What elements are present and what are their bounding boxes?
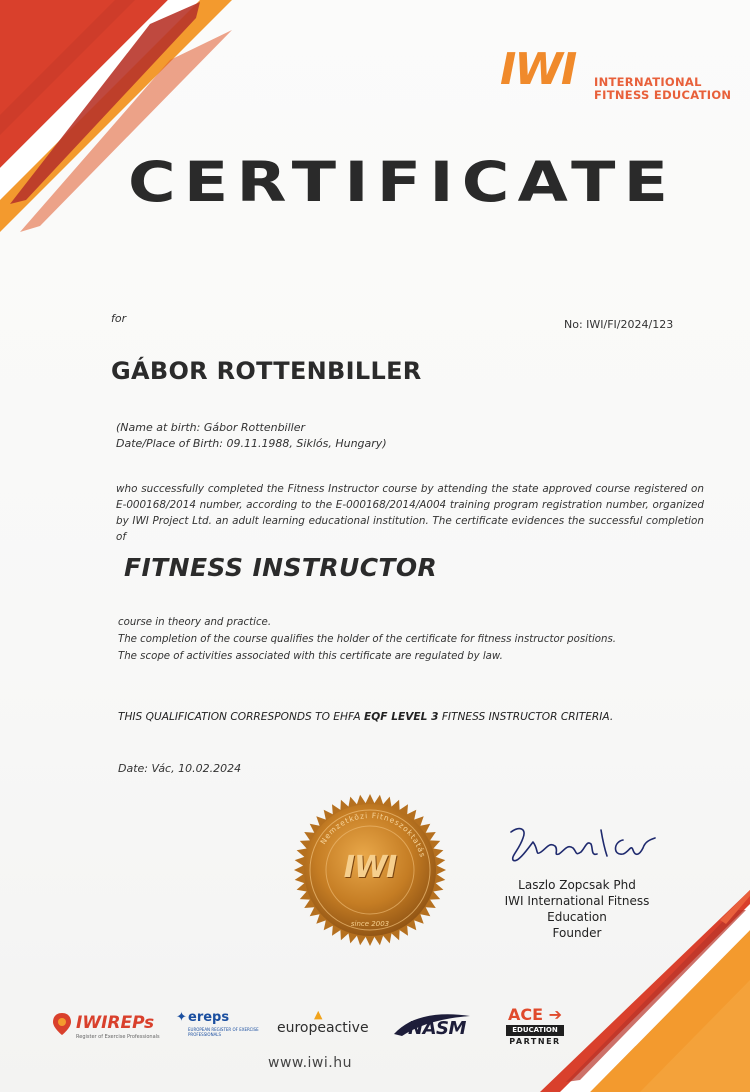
partner-logos [0,986,750,1052]
iwi-logo-tagline [594,76,731,102]
qualification-text-end: FITNESS INSTRUCTOR CRITERIA. [438,711,614,723]
signatory-name: Laszlo Zopcsak Phd [518,878,636,892]
issue-date: Date: Vác, 10.02.2024 [118,762,242,775]
signatory-org-1: IWI International Fitness [504,894,650,908]
certificate-number: No: IWI/FI/2024/123 [564,318,674,331]
location-pin-icon [52,1012,72,1036]
signatory-org-2: Education [547,910,607,924]
course-line: course in theory and practice. [118,617,272,628]
signatory-role: Founder [552,926,602,940]
birth-name: (Name at birth: Gábor Rottenbiller [116,421,306,434]
ace-partner-logo [504,1006,566,1047]
logo-line-2: FITNESS EDUCATION [594,88,732,102]
europeactive-text-2: active [326,1020,369,1036]
course-line: The scope of activities associated with this certificate are regulated by law. [118,651,503,662]
handwritten-signature [505,820,665,870]
qualification-text-start: THIS QUALIFICATION CORRESPONDS TO EHFA [118,711,365,723]
arrow-right-icon: ➔ [543,1005,563,1024]
ereps-star-icon: ✦ [176,1010,187,1025]
europeactive-logo [277,1008,369,1036]
iwireps-text: IWIREPs [76,1013,155,1033]
certificate-title: CERTIFICATE [128,150,677,214]
qualification-level: EQF LEVEL 3 [364,711,439,723]
course-line: The completion of the course qualifies the holder of the certificate for fitness instructor positions. [118,634,617,645]
europeactive-flame-icon: ▲ [314,1008,323,1021]
nasm-text: NASM [408,1018,466,1039]
qualification-statement [118,711,613,723]
holder-name: GÁBOR ROTTENBILLER [111,357,422,385]
logo-line-1: INTERNATIONAL [594,75,702,89]
for-label: for [111,312,127,325]
iwireps-subtext: Register of Exercise Professionals [76,1034,160,1040]
ace-partner-text: PARTNER [509,1037,561,1046]
birth-details: Date/Place of Birth: 09.11.1988, Siklós, Hungary) [116,437,387,450]
birth-info [116,420,387,452]
ace-education-band: EDUCATION [506,1025,564,1036]
seal-ring-text: Nemzetközi Fitneszoktatás [318,810,428,859]
seal-since: since 2003 [350,920,390,928]
course-title: FITNESS INSTRUCTOR [124,553,438,582]
ereps-subtext: EUROPEAN REGISTER OF EXERCISE PROFESSIONALS [188,1027,259,1037]
europeactive-text-1: europe [277,1020,326,1036]
ereps-text: ereps [188,1010,230,1025]
ace-word: ACE [507,1005,544,1024]
ace-text [504,1006,566,1024]
course-description [118,614,678,665]
completion-statement: who successfully completed the Fitness Instructor course by attending the state approved course registered on E-000168/2014 number, according to the E-000168/2014/A004 training program registration number, organized by IWI Project Ltd. an adult learning educational institution. The certificate evidences the successful completion of [116,483,704,543]
seal-mark: IWI [343,850,397,885]
iwi-logo-mark: IWI [500,44,576,95]
gold-seal [292,792,448,948]
website-url: www.iwi.hu [268,1055,352,1071]
iwi-logo [500,44,575,95]
